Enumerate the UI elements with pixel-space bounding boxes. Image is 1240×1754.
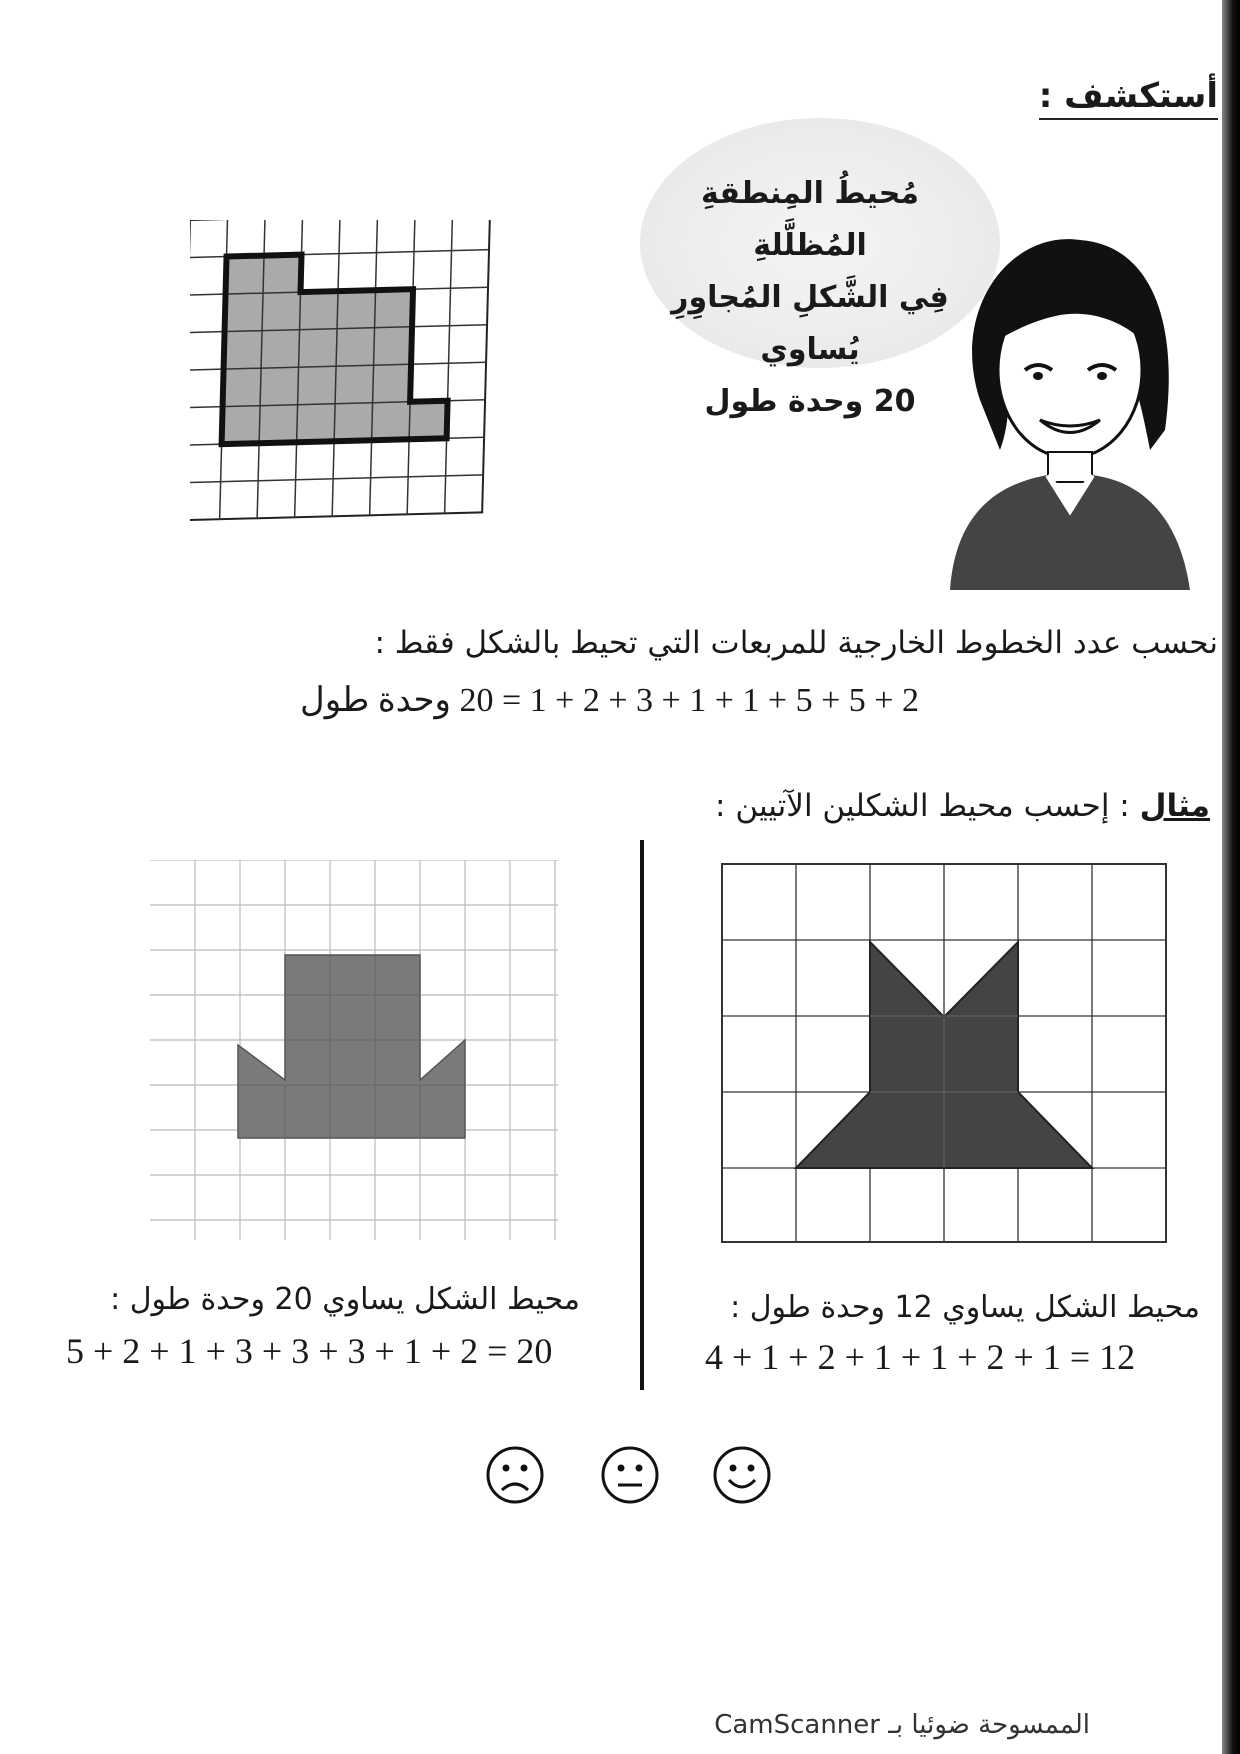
left-figure-equation: 5 + 2 + 1 + 3 + 3 + 3 + 1 + 2 = 20	[66, 1331, 553, 1371]
left-grid-figure	[150, 860, 560, 1240]
girl-illustration	[920, 220, 1200, 590]
right-figure-caption: محيط الشكل يساوي 12 وحدة طول :	[730, 1290, 1200, 1325]
neutral-face-icon[interactable]	[603, 1448, 657, 1502]
example-line	[715, 788, 1210, 824]
bubble-line-1: مُحيطُ المِنطقةِ المُظلَّلةِ	[701, 176, 919, 263]
right-figure-equation: 4 + 1 + 2 + 1 + 1 + 2 + 1 = 12	[705, 1337, 1136, 1377]
bubble-line-2: فِي الشَّكلِ المُجاوِرِ يُساوي	[671, 280, 949, 367]
left-figure-caption: محيط الشكل يساوي 20 وحدة طول :	[110, 1282, 580, 1317]
scan-edge	[1222, 0, 1240, 1754]
right-grid-figure	[720, 862, 1170, 1247]
example-text: : إحسب محيط الشكلين الآتيين :	[715, 788, 1140, 824]
scanner-footer: الممسوحة ضوئيا بـ CamScanner	[714, 1710, 1090, 1740]
section-heading: أستكشف :	[1039, 76, 1218, 120]
happy-face-icon[interactable]	[715, 1448, 769, 1502]
bubble-line-3: 20 وحدة طول	[704, 384, 916, 419]
explanation-text: نحسب عدد الخطوط الخارجية للمربعات التي تحيط بالشكل فقط :	[374, 625, 1218, 661]
column-divider	[640, 840, 644, 1390]
example-label: مثال	[1139, 788, 1210, 824]
self-assessment-faces	[480, 1440, 780, 1510]
sad-face-icon[interactable]	[488, 1448, 542, 1502]
top-equation: 2 + 5 + 5 + 1 + 1 + 3 + 2 + 1 = 20 وحدة طول	[300, 682, 919, 719]
top-grid-figure	[190, 220, 510, 560]
